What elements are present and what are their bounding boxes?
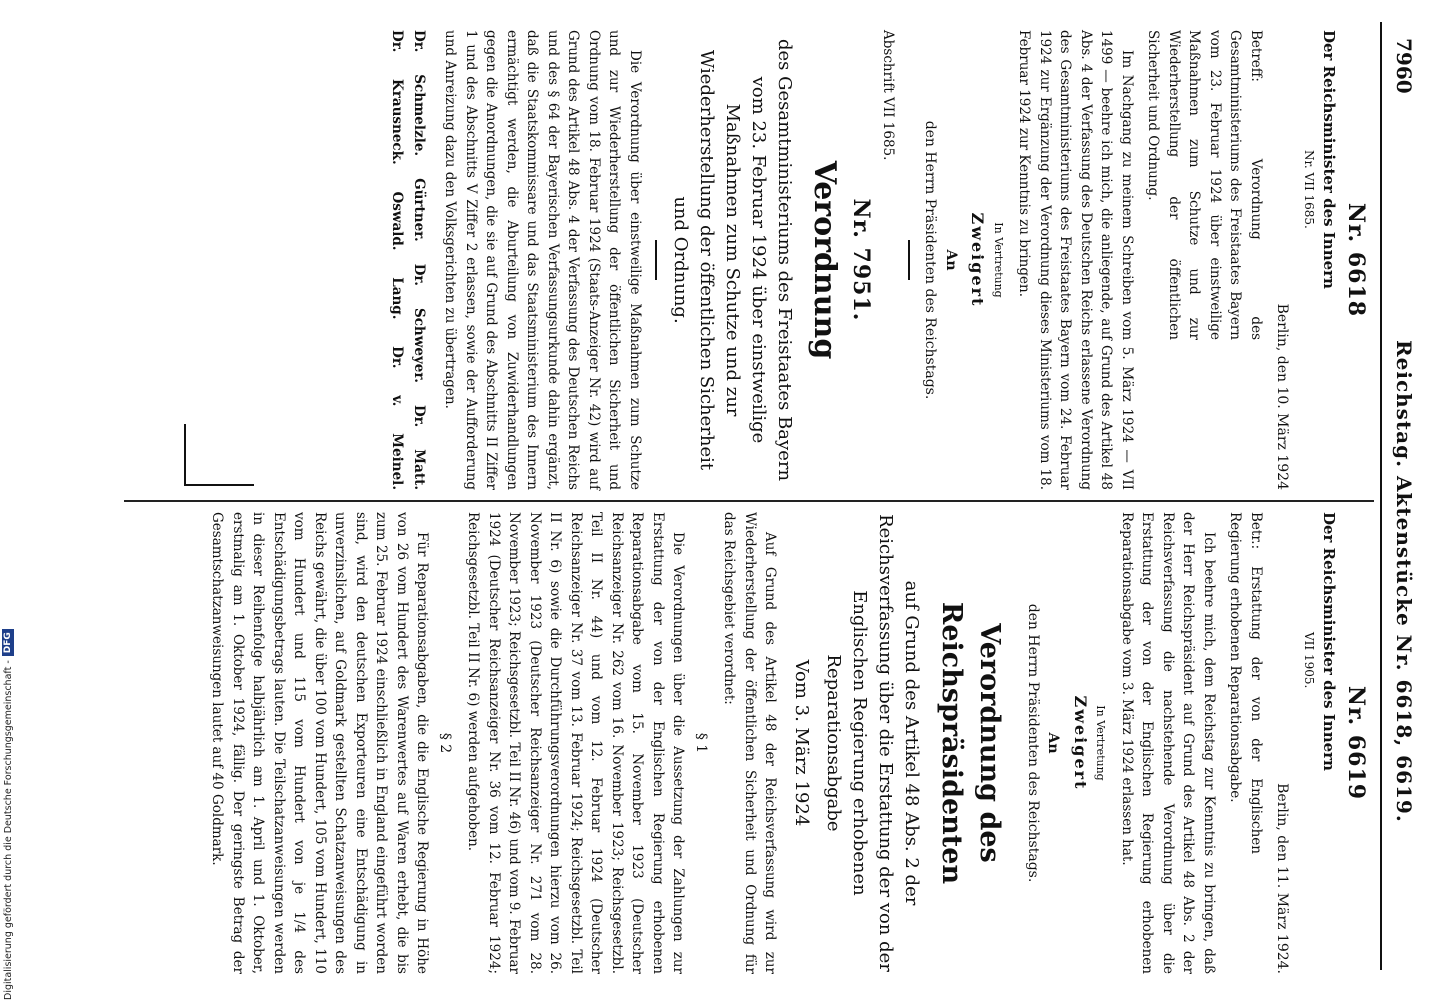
doc-6619-place-date: Berlin, den 11. März 1924. [1274,783,1291,974]
doc-6618-number: Nr. 6618 [1343,202,1369,318]
doc-7951-abschrift: Abschrift VII 1685. [880,30,896,161]
doc-7951-title: Verordnung [807,160,842,360]
doc-7951-number: Nr. 7951. [848,198,875,322]
signers-row-2 [386,30,408,490]
document-page [30,0,1434,1000]
left-column [386,30,1372,490]
footer-text: Digitalisierung gefördert durch die Deutsche Forschungsgemeinschaft - [2,660,14,1000]
doc-6618-an: An [943,249,959,271]
doc-6618-ref: Nr. VII 1685. [1302,150,1316,229]
doc-6619-org: Der Reichsminister des Innern [1320,512,1339,771]
section-1-label: § 1 [693,732,709,754]
doc-6619-an: An [1045,732,1062,754]
doc-6619-ref: VII 1905. [1302,632,1316,689]
signer: Dr. Krausneck. [389,30,405,165]
doc-6618-body: Im Nachgang zu meinem Schreiben vom 5. März 1924 — VII 1499 — beehre ich mich, die anliegende, auf Grund des Artikel 48 Abs. 4 der Verfassung des Deutschen Reichs erlassene Verordnung des Gesamtministeriums des Freistaates Bayern vom 24. Februar 1924 zur Ergänzung der Verordnung dieses Ministeriums vom 18. Februar 1924 zur Kenntnis zu bringen. [1016,30,1135,490]
verordnung-date: Vom 3. März 1924 [791,659,813,827]
doc-7951-body: Die Verordnung über einstweilige Maßnahmen zum Schutze und zur Wiederherstellung der öffentlichen Sicherheit und Ordnung vom 18. Februar 1924 (Staats-Anzeiger Nr. 42) wird auf Grund des Artikel 48 Abs. 4 der Verfassung des Deutschen Reichs und des § 64 der Bayerischen Verfassungsurkunde dahin ergänzt, daß die Staatskommissare und das Staatsministerium des Innern ermächtigt werden, die Aburteilung von Zuwiderhandlungen gegen die Anordnungen, die sie auf Grund des Abschnitts II Ziffer 1 und des Abschnitts V Ziffer 2 erlassen, sowie der Aufforderung und Anreizung dazu den Volksgerichten zu übertragen. [442,30,643,490]
page-number: 7960 [1392,38,1416,94]
verordnung-intro: Auf Grund des Artikel 48 der Reichsverfassung wird zur Wiederherstellung der öffentlichen Sicherheit und Ordnung für das Reichsgebiet verordnet: [721,512,779,974]
doc-6619-number: Nr. 6619 [1343,685,1369,801]
dfg-logo: DFG [2,629,14,656]
signers-row-1 [408,30,430,490]
signer: Dr. Schweyer. [411,263,427,383]
section-2-text: Für Reparationsabgaben, die die Englische Regierung in Höhe von 26 vom Hundert des Warenwertes auf Waren erhebt, die bis zum 25. Februar 1924 einschließlich in England eingeführt worden sind, wird den deutschen Exporteuren eine Entschädigung in unverzinslichen, auf Goldmark gestellten Schatzanweisungen des Reichs gewährt, die über 100 vom Hundert, 105 vom Hundert, 110 vom Hundert und 115 vom Hundert von je 1/4 des Entschädigungsbetrags lauten. Die Teilschatzanweisungen werden in dieser Reihenfolge halbjährlich am 1. April und 1. Oktober, erstmalig am 1. Oktober 1924, fällig. Der geringste Betrag der Gesamtschatzanweisungen lautet auf 40 Goldmark. [209,512,431,974]
signer: Dr. Schmelzle. [411,30,427,157]
doc-6618-vertretung: In Vertretung [992,222,1005,298]
section-2-label: § 2 [437,732,453,754]
doc-6619-signature: Zweigert [1071,695,1090,791]
column-rule [124,500,1374,502]
doc-6619-addressee: den Herrn Präsidenten des Reichstags. [1025,603,1041,883]
signer: Gürtner. [411,178,427,242]
right-column [205,512,1372,974]
doc-6618-addressee: den Herrn Präsidenten des Reichstags. [922,120,939,400]
signer: Oswald. [389,191,405,251]
verordnung-subtitle: auf Grund des Artikel 48 Abs. 2 der Reichsverfassung über die Erstattung der von der Englischen Regierung erhobenen Reparationsabgabe [823,514,923,972]
doc-7951-subtitle: des Gesamtministeriums des Freistaates Bayern vom 23. Februar 1924 über einstweilige Maßnahmen zum Schutze und zur Wiederherstellung der öffentlichen Sicherheit und Ordnung. [670,38,795,482]
header-rule [1380,22,1382,970]
running-title: Reichstag. Aktenstücke Nr. 6618, 6619. [1392,340,1416,823]
pencil-bracket-mark [184,424,224,486]
doc-6618-signature: Zweigert [968,212,988,308]
divider [908,240,910,280]
doc-6619-betreff: Betr.: Erstattung der von der Englischen Regierung erhobenen Reparationsabgabe. [1227,512,1264,854]
doc-6618-betreff: Betreff: Verordnung des Gesamtministeriums des Freistaates Bayern vom 23. Februar 1924 über einstweilige Maßnahmen zum Schutze und zur Wiederherstellung der öffentlichen Sicherheit und Ordnung. [1145,30,1264,340]
signer: Dr. v. Meinel. [389,346,405,491]
scan-footer [2,10,14,1000]
doc-6618-org: Der Reichsminister des Innern [1320,30,1339,289]
running-head [1384,30,1424,964]
signer: Lang. [389,277,405,320]
doc-6619-body: Ich beehre mich, dem Reichstag zur Kenntnis zu bringen, daß der Herr Reichspräsident auf Grund des Artikel 48 Abs. 2 der Reichsverfassung die nachstehende Verordnung über die Erstattung der von der Englischen Regierung erhobenen Reparationsabgabe vom 3. März 1924 erlassen hat. [1119,512,1217,974]
divider [655,240,657,280]
pencil-bracket-mark [184,484,254,486]
section-1-text: Die Verordnungen über die Aussetzung der Zahlungen zur Erstattung der von der Englischen Regierung erhobenen Reparationsabgabe vom 15. November 1923 (Deutscher Reichsanzeiger Nr. 262 vom 16. November 1923; Reichsgesetzbl. Teil II Nr. 44) und vom 12. Februar 1924 (Deutscher Reichsanzeiger Nr. 37 vom 13. Februar 1924; Reichsgesetzbl. Teil II Nr. 6) sowie die Durchführungsverordnungen hierzu vom 26. November 1923 (Deutscher Reichsanzeiger Nr. 271 vom 28. November 1923; Reichsgesetzbl. Teil II Nr. 46) und vom 9. Februar 1924 (Deutscher Reichsanzeiger Nr. 36 vom 12. Februar 1924; Reichsgesetzbl. Teil II Nr. 6) werden aufgehoben. [465,512,687,974]
doc-6619-vertretung: In Vertretung [1094,705,1108,781]
doc-6618-place-date: Berlin, den 10. März 1924 [1274,303,1291,490]
verordnung-title: Verordnung des Reichspräsidenten [936,601,1006,885]
signer: Dr. Matt. [411,404,427,491]
